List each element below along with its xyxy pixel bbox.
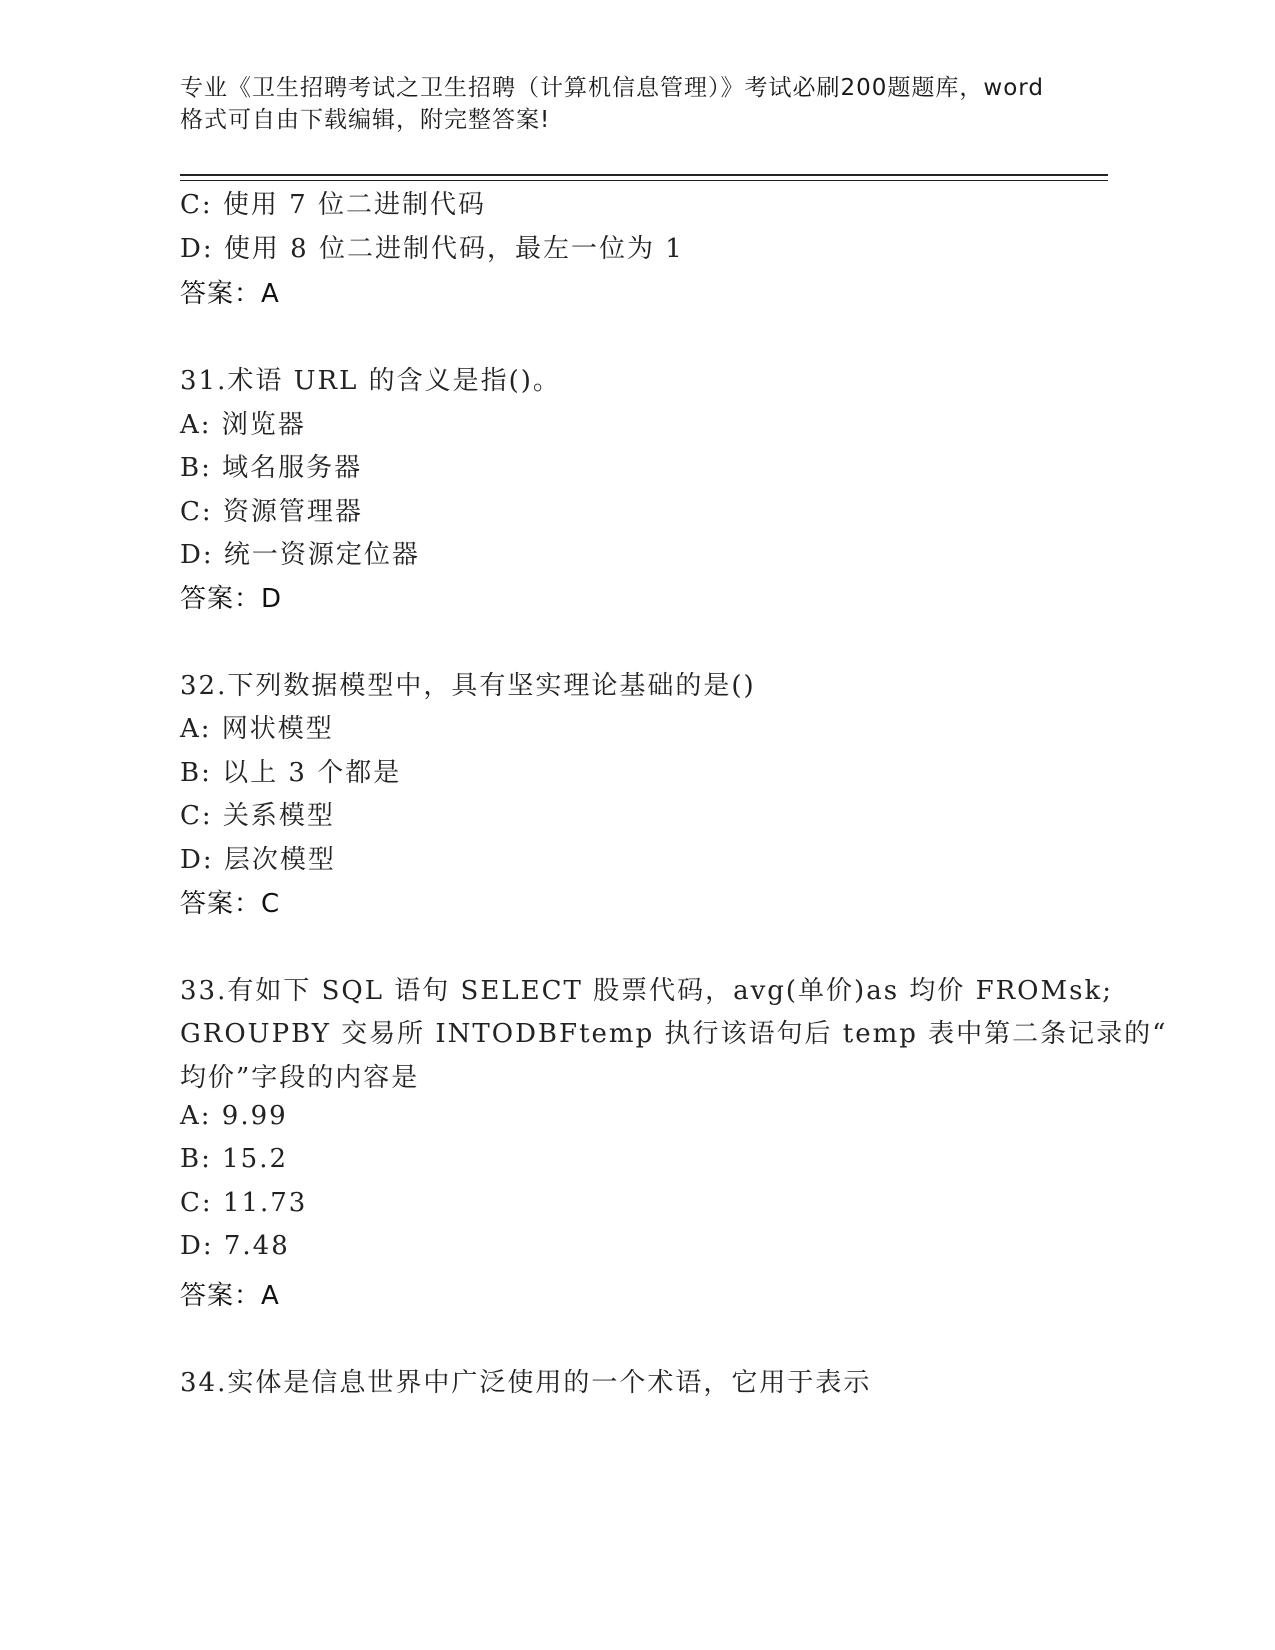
q31-option-a: A: 浏览器: [180, 410, 306, 440]
q32-question: 32.下列数据模型中，具有坚实理论基础的是(): [180, 671, 756, 701]
header-line-1: 专业《卫生招聘考试之卫生招聘（计算机信息管理）》考试必刷200题题库，word: [180, 75, 1044, 101]
header-line-2: 格式可自由下载编辑，附完整答案!: [180, 107, 551, 133]
q33-option-b: B: 15.2: [180, 1144, 289, 1174]
q32-option-a: A: 网状模型: [180, 714, 334, 744]
q30-option-d: D: 使用 8 位二进制代码，最左一位为 1: [180, 234, 684, 264]
q33-option-c: C: 11.73: [180, 1188, 308, 1218]
q33-answer: 答案：A: [180, 1281, 280, 1311]
q31-option-b: B: 域名服务器: [180, 453, 363, 483]
q32-option-d: D: 层次模型: [180, 845, 336, 875]
q33-question-line-3: 均价”字段的内容是: [180, 1063, 420, 1093]
q32-option-c: C: 关系模型: [180, 801, 335, 831]
q32-answer: 答案：C: [180, 889, 281, 919]
q34-question: 34.实体是信息世界中广泛使用的一个术语，它用于表示: [180, 1368, 872, 1398]
q31-answer: 答案：D: [180, 584, 283, 614]
header-divider-thin: [180, 180, 1108, 181]
q31-question: 31.术语 URL 的含义是指()。: [180, 366, 561, 396]
q33-option-a: A: 9.99: [180, 1101, 288, 1131]
header-divider-thick: [180, 174, 1108, 176]
q30-option-c: C: 使用 7 位二进制代码: [180, 190, 486, 220]
q31-option-c: C: 资源管理器: [180, 497, 363, 527]
q33-option-d: D: 7.48: [180, 1231, 290, 1261]
q33-question-line-2: GROUPBY 交易所 INTODBFtemp 执行该语句后 temp 表中第二条记录的“: [180, 1019, 1168, 1049]
q30-answer: 答案：A: [180, 279, 280, 309]
q32-option-b: B: 以上 3 个都是: [180, 758, 402, 788]
q33-question-line-1: 33.有如下 SQL 语句 SELECT 股票代码，avg(单价)as 均价 FROMsk;: [180, 976, 1113, 1006]
document-header: [180, 72, 1060, 136]
q31-option-d: D: 统一资源定位器: [180, 540, 420, 570]
